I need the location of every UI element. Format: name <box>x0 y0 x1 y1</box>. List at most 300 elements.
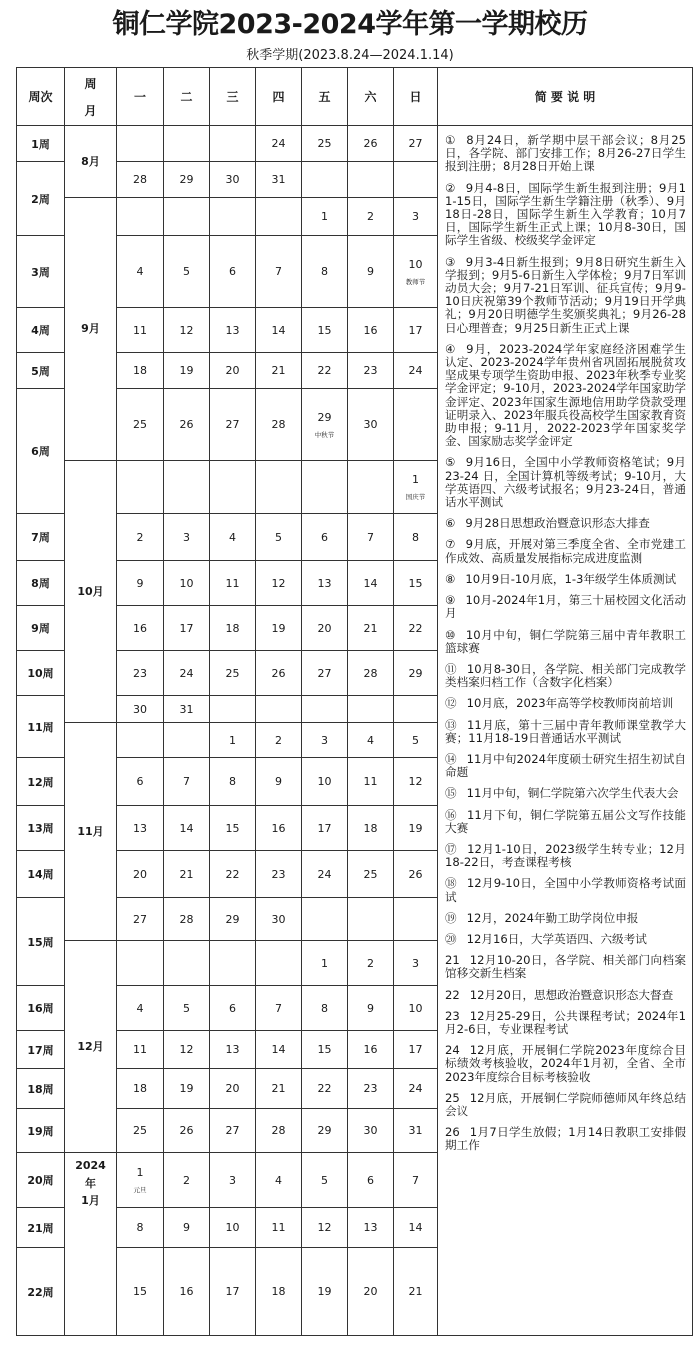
day-number: 25 <box>133 1124 147 1137</box>
day-number: 8 <box>229 775 236 788</box>
week-label: 16周 <box>17 986 65 1031</box>
day-number: 25 <box>133 418 147 431</box>
note-item <box>445 573 686 586</box>
day-cell <box>210 651 256 696</box>
day-cell <box>394 308 438 353</box>
calendar-row <box>17 126 693 162</box>
day-number: 19 <box>317 1285 332 1298</box>
day-cell <box>164 461 210 514</box>
day-cell <box>117 198 164 236</box>
note-item <box>445 753 686 779</box>
note-text: 9月16日，全国中小学教师资格笔试；9月23-24 日，全国计算机等级考试；9-10月，大学英语四、六级考试报名；9月23-24日，普通话水平测试 <box>445 455 686 510</box>
day-number: 9 <box>136 576 144 590</box>
day-cell <box>348 162 394 198</box>
note-item <box>445 933 686 946</box>
day-number: 31 <box>408 1124 423 1137</box>
day-cell <box>210 941 256 986</box>
day-number: 9 <box>183 1221 190 1234</box>
day-cell <box>302 986 348 1031</box>
day-cell <box>117 461 164 514</box>
note-text: 10月中旬，铜仁学院第三届中青年教职工篮球赛 <box>445 627 686 655</box>
week-label: 22周 <box>17 1248 65 1336</box>
day-cell <box>117 561 164 606</box>
day-cell <box>164 389 210 461</box>
note-text: 12月16日，大学英语四、六级考试 <box>466 931 647 946</box>
week-label: 11周 <box>17 696 65 758</box>
day-cell <box>394 1153 438 1208</box>
day-number: 6 <box>367 1173 374 1187</box>
day-number: 26 <box>179 418 194 431</box>
day-cell <box>394 1248 438 1336</box>
day-cell <box>117 1031 164 1069</box>
week-label: 14周 <box>17 851 65 898</box>
day-number: 13 <box>225 323 240 337</box>
day-cell <box>348 198 394 236</box>
day-number: 31 <box>271 173 286 186</box>
day-cell <box>348 1153 394 1208</box>
day-number: 2 <box>367 956 374 970</box>
day-cell <box>394 898 438 941</box>
week-label: 8周 <box>17 561 65 606</box>
day-number: 25 <box>225 666 240 680</box>
day-cell <box>256 851 302 898</box>
day-number: 5 <box>412 733 419 747</box>
day-cell <box>394 606 438 651</box>
day-cell <box>210 986 256 1031</box>
day-number: 7 <box>367 530 374 544</box>
day-number: 28 <box>179 912 194 926</box>
day-cell <box>302 461 348 514</box>
note-marker: ⑪ <box>445 661 457 676</box>
day-cell <box>348 806 394 851</box>
day-number: 24 <box>408 364 423 377</box>
day-cell <box>164 1208 210 1248</box>
note-marker: ⑨ <box>445 593 456 608</box>
day-cell <box>394 126 438 162</box>
day-cell <box>348 696 394 723</box>
day-number: 4 <box>275 1173 282 1187</box>
day-number: 29 <box>317 1124 332 1137</box>
day-cell <box>256 461 302 514</box>
day-cell <box>394 162 438 198</box>
month-label: 10月 <box>65 461 117 723</box>
day-cell <box>117 606 164 651</box>
day-number: 15 <box>408 576 423 590</box>
day-number: 17 <box>408 323 423 337</box>
note-item <box>445 787 686 800</box>
week-label: 9周 <box>17 606 65 651</box>
day-cell <box>256 1153 302 1208</box>
day-number: 7 <box>412 1173 419 1187</box>
day-cell <box>348 1248 394 1336</box>
day-number: 27 <box>317 666 332 680</box>
day-number: 17 <box>317 821 332 835</box>
note-text: 8月24日，新学期中层干部会议；8月25日，各学院、部门安排工作；8月26-27日学生报到注册；8月28日开始上课 <box>445 133 686 174</box>
day-number: 14 <box>271 1043 286 1056</box>
day-number: 1 <box>229 733 236 747</box>
day-number: 26 <box>408 867 423 881</box>
day-cell <box>256 353 302 389</box>
day-number: 8 <box>412 530 419 544</box>
day-number: 16 <box>179 1285 194 1298</box>
note-item <box>445 343 686 449</box>
note-marker: ⑱ <box>445 876 457 891</box>
day-cell <box>210 162 256 198</box>
day-number: 18 <box>271 1285 286 1298</box>
day-number: 13 <box>225 1043 240 1056</box>
day-number: 8 <box>136 1221 144 1234</box>
note-item <box>445 182 686 248</box>
day-cell <box>164 126 210 162</box>
day-number: 7 <box>275 265 282 278</box>
day-number: 26 <box>179 1124 194 1137</box>
note-text: 9月底，开展对第三季度全省、全市党建工作成效、高质量发展指标完成进度监测 <box>445 537 686 565</box>
day-number: 6 <box>229 265 236 278</box>
day-number: 24 <box>317 867 332 881</box>
day-number: 23 <box>133 666 147 680</box>
day-cell <box>256 236 302 308</box>
day-cell <box>302 308 348 353</box>
day-number: 16 <box>363 1043 378 1056</box>
day-number: 2 <box>136 530 144 544</box>
day-cell <box>256 606 302 651</box>
day-cell <box>210 389 256 461</box>
day-number: 14 <box>271 323 286 337</box>
day-cell <box>117 651 164 696</box>
note-marker: ⑳ <box>445 931 457 946</box>
day-cell <box>117 851 164 898</box>
day-cell <box>302 126 348 162</box>
day-cell <box>348 1069 394 1109</box>
day-cell <box>117 162 164 198</box>
note-item <box>445 954 686 980</box>
day-cell <box>210 606 256 651</box>
day-cell <box>256 723 302 758</box>
day-cell <box>117 514 164 561</box>
day-number: 18 <box>225 621 240 635</box>
day-cell <box>302 1069 348 1109</box>
day-number: 1 <box>321 956 328 970</box>
day-cell <box>394 236 438 308</box>
day-cell <box>117 353 164 389</box>
header-month <box>65 68 117 126</box>
day-cell <box>256 1031 302 1069</box>
day-cell <box>256 1208 302 1248</box>
week-label: 17周 <box>17 1031 65 1069</box>
note-item <box>445 809 686 835</box>
note-item <box>445 912 686 925</box>
day-cell <box>256 696 302 723</box>
day-number: 6 <box>136 775 144 788</box>
note-item <box>445 1044 686 1084</box>
day-cell <box>117 1069 164 1109</box>
header-day-fri: 五 <box>302 68 348 126</box>
day-cell <box>302 1153 348 1208</box>
day-number: 11 <box>271 1221 286 1234</box>
note-item <box>445 456 686 509</box>
month-label: 8月 <box>65 126 117 198</box>
day-cell <box>210 806 256 851</box>
day-cell <box>394 758 438 806</box>
day-cell <box>164 898 210 941</box>
day-cell <box>394 198 438 236</box>
note-text: 11月下旬，铜仁学院第五届公文写作技能大赛 <box>445 807 686 835</box>
day-cell <box>210 461 256 514</box>
note-text: 9月3-4日新生报到；9月8日研究生新生入学报到；9月5-6日新生入学体检；9月7日军训动员大会；9月7-21日军训、征兵宣传；9月9-10日庆祝第39个教师节活动；9月19日开学典礼；9月20日明德学生奖颁奖典礼；9月26-28日心理普查；9月25日新生正式上课 <box>445 254 686 335</box>
note-marker: ⑧ <box>445 571 456 586</box>
day-cell <box>348 236 394 308</box>
day-number: 17 <box>408 1043 423 1056</box>
day-number: 11 <box>363 775 378 788</box>
day-cell <box>302 941 348 986</box>
day-number: 9 <box>275 775 282 788</box>
day-cell <box>348 723 394 758</box>
day-cell <box>164 723 210 758</box>
day-cell <box>256 758 302 806</box>
day-number: 5 <box>321 1173 328 1187</box>
day-cell <box>302 606 348 651</box>
day-cell <box>164 758 210 806</box>
day-cell <box>348 561 394 606</box>
note-marker: ⑩ <box>445 627 456 642</box>
note-text: 11月中旬，铜仁学院第六次学生代表大会 <box>466 786 679 801</box>
note-item <box>445 629 686 655</box>
day-number: 3 <box>321 733 328 747</box>
note-text: 12月20日，思想政治暨意识形态大督查 <box>469 987 674 1002</box>
day-number: 11 <box>133 1043 147 1056</box>
day-cell <box>210 723 256 758</box>
day-cell <box>256 514 302 561</box>
day-cell <box>302 1031 348 1069</box>
note-marker: ⑮ <box>445 786 457 801</box>
day-cell <box>164 606 210 651</box>
week-label: 21周 <box>17 1208 65 1248</box>
note-text: 9月，2023-2024学年家庭经济困难学生认定、2023-2024学年贵州省巩固拓展脱贫攻坚成果专项学生资助申报、2023年秋季专业奖学金评定；9-10月，2023-2024学年国家助学金评定、2023年国家生源地信用助学贷款受理证明录入、2023年服兵役高校学生国家教育资助申报；9-11月，2022-2023学年国家奖学金、国家励志奖学金评定 <box>445 341 686 449</box>
day-cell <box>210 561 256 606</box>
day-number: 16 <box>133 621 147 635</box>
day-cell <box>394 389 438 461</box>
day-cell <box>256 308 302 353</box>
day-cell <box>348 1208 394 1248</box>
day-number: 4 <box>136 265 144 278</box>
day-number: 3 <box>183 530 190 544</box>
day-cell <box>164 514 210 561</box>
day-number: 19 <box>408 821 423 835</box>
day-cell <box>210 1208 256 1248</box>
day-cell <box>117 1109 164 1153</box>
calendar-table <box>16 67 693 1336</box>
day-number: 30 <box>363 1124 378 1137</box>
week-label: 5周 <box>17 353 65 389</box>
note-item <box>445 134 686 174</box>
day-cell <box>210 696 256 723</box>
day-cell <box>117 1248 164 1336</box>
day-cell <box>164 236 210 308</box>
day-cell <box>394 851 438 898</box>
day-number: 30 <box>133 702 147 716</box>
note-item <box>445 989 686 1002</box>
note-text: 11月中旬2024年度硕士研究生招生初试自命题 <box>445 751 686 780</box>
month-label: 2024 年 1月 <box>65 1153 117 1336</box>
day-cell <box>164 1031 210 1069</box>
day-cell <box>117 126 164 162</box>
day-number: 23 <box>271 867 286 881</box>
day-cell <box>164 986 210 1031</box>
day-cell <box>302 1248 348 1336</box>
day-number: 21 <box>271 364 286 377</box>
day-cell <box>210 851 256 898</box>
day-cell <box>348 1109 394 1153</box>
day-number: 4 <box>367 733 374 747</box>
day-cell <box>256 1248 302 1336</box>
day-number: 22 <box>317 1082 332 1095</box>
day-cell <box>256 651 302 696</box>
note-item <box>445 538 686 564</box>
day-number: 4 <box>229 530 236 544</box>
week-label: 19周 <box>17 1109 65 1153</box>
day-cell <box>302 851 348 898</box>
day-number: 19 <box>179 1082 194 1095</box>
day-number: 10 <box>179 576 194 590</box>
day-number: 3 <box>412 210 419 223</box>
day-cell <box>210 353 256 389</box>
day-cell <box>210 514 256 561</box>
day-number: 14 <box>408 1221 423 1234</box>
week-label: 2周 <box>17 162 65 236</box>
day-number: 26 <box>271 666 286 680</box>
day-number: 30 <box>271 912 286 926</box>
day-cell <box>256 198 302 236</box>
header-notes: 简 要 说 明 <box>438 68 693 126</box>
note-marker: ⑬ <box>445 717 458 732</box>
day-number: 29 <box>225 912 240 926</box>
week-label: 6周 <box>17 389 65 514</box>
day-cell <box>302 696 348 723</box>
day-number: 29 <box>408 666 423 680</box>
note-marker: ① <box>445 133 457 147</box>
day-number: 12 <box>179 1043 194 1056</box>
holiday-label: 中秋节 <box>314 430 335 439</box>
note-item <box>445 256 686 335</box>
day-cell <box>302 353 348 389</box>
day-number: 1 <box>412 473 419 486</box>
day-cell <box>164 651 210 696</box>
day-cell <box>394 1069 438 1109</box>
day-number: 24 <box>408 1082 423 1095</box>
day-cell <box>210 1069 256 1109</box>
week-label: 10周 <box>17 651 65 696</box>
day-cell <box>256 561 302 606</box>
day-number: 10 <box>408 257 423 271</box>
note-text: 9月4-8日，国际学生新生报到注册；9月11-15日，国际学生新生学籍注册（秋季）、9月18日-28日，国际学生新生入学教育；10月7日，国际学生新生正式上课；10月8-30日，国际学生省级、校级奖学金评定 <box>445 180 686 248</box>
day-number: 10 <box>225 1221 240 1234</box>
day-cell <box>348 308 394 353</box>
day-cell <box>210 198 256 236</box>
day-cell <box>394 723 438 758</box>
note-marker: ② <box>445 180 456 195</box>
day-number: 7 <box>183 775 190 788</box>
day-cell <box>117 389 164 461</box>
day-cell <box>348 986 394 1031</box>
day-number: 28 <box>271 418 286 431</box>
day-cell <box>210 308 256 353</box>
day-cell <box>302 236 348 308</box>
note-item <box>445 663 686 689</box>
day-cell <box>302 806 348 851</box>
week-label: 4周 <box>17 308 65 353</box>
holiday-label: 元旦 <box>133 1186 147 1194</box>
week-label: 15周 <box>17 898 65 986</box>
day-cell <box>117 236 164 308</box>
day-cell <box>394 1031 438 1069</box>
note-text: 12月10-20日，各学院、相关部门向档案馆移交新生档案 <box>445 953 686 981</box>
day-number: 22 <box>225 867 240 881</box>
day-number: 20 <box>317 621 332 635</box>
day-number: 21 <box>271 1082 286 1095</box>
day-number: 11 <box>133 323 147 337</box>
day-cell <box>164 353 210 389</box>
week-label: 7周 <box>17 514 65 561</box>
day-number: 17 <box>179 621 194 635</box>
header-row <box>17 68 693 126</box>
note-text: 12月底，开展铜仁学院2023年度综合目标绩效考核验收，2024年1月初，全省、全市2023年度综合目标考核验收 <box>445 1043 686 1084</box>
note-marker: 25 <box>445 1090 460 1105</box>
note-marker: 23 <box>445 1008 460 1023</box>
day-cell <box>164 1069 210 1109</box>
day-number: 15 <box>133 1285 147 1298</box>
day-number: 17 <box>225 1285 240 1298</box>
note-marker: 26 <box>445 1125 460 1140</box>
note-marker: ⑫ <box>445 696 457 711</box>
day-number: 20 <box>225 364 240 377</box>
day-cell <box>394 1208 438 1248</box>
day-cell <box>394 353 438 389</box>
note-marker: ⑲ <box>445 910 457 925</box>
note-marker: ④ <box>445 341 457 356</box>
day-number: 3 <box>412 956 419 970</box>
day-number: 6 <box>321 530 328 544</box>
day-number: 5 <box>183 1001 190 1015</box>
day-number: 20 <box>133 867 147 881</box>
day-number: 21 <box>179 867 194 881</box>
day-number: 20 <box>363 1285 378 1298</box>
note-text: 12月1-10日，2023级学生转专业；12月18-22日，考查课程考核 <box>445 841 686 870</box>
day-number: 3 <box>229 1173 236 1187</box>
page-title: 铜仁学院2023-2024学年第一学期校历 <box>112 9 588 40</box>
header-day-tue: 二 <box>164 68 210 126</box>
note-text: 11月底，第十三届中青年教师课堂教学大赛；11月18-19日普通话水平测试 <box>445 717 686 745</box>
day-number: 23 <box>363 364 378 377</box>
note-text: 10月9日-10月底，1-3年级学生体质测试 <box>465 571 677 586</box>
header-day-mon: 一 <box>117 68 164 126</box>
day-cell <box>117 941 164 986</box>
header-month-bottom: 月 <box>84 103 97 118</box>
day-number: 6 <box>229 1001 236 1015</box>
day-cell <box>164 162 210 198</box>
day-cell <box>302 898 348 941</box>
day-cell <box>348 651 394 696</box>
day-number: 15 <box>317 1043 332 1056</box>
day-cell <box>348 1031 394 1069</box>
day-cell <box>348 898 394 941</box>
day-cell <box>302 1208 348 1248</box>
day-number: 2 <box>275 733 282 747</box>
day-number: 26 <box>363 137 378 150</box>
day-cell <box>302 561 348 606</box>
day-cell <box>348 514 394 561</box>
day-number: 29 <box>317 410 332 424</box>
day-number: 10 <box>317 775 332 788</box>
